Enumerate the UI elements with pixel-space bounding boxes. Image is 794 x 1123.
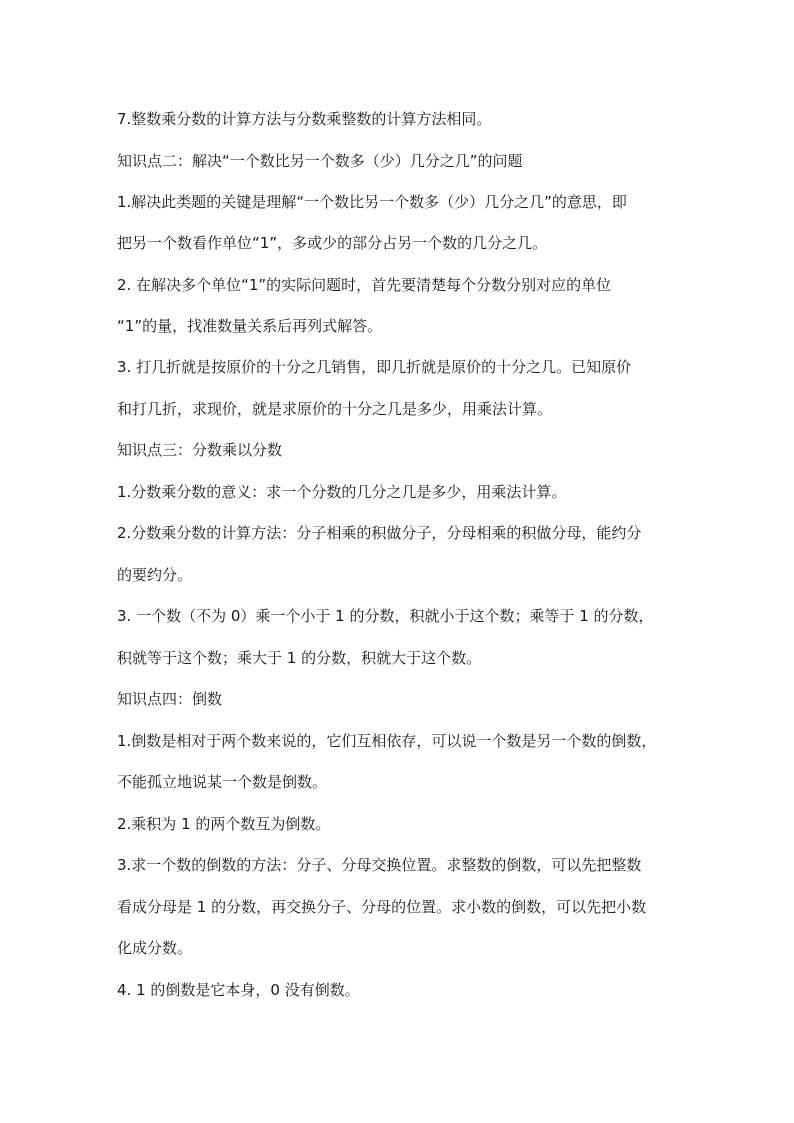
- text-line: 化成分数。: [117, 939, 193, 957]
- text-line: 看成分母是 1 的分数，再交换分子、分母的位置。求小数的倒数，可以先把小数: [117, 898, 647, 916]
- text-line: 的要约分。: [117, 566, 193, 584]
- text-line: 1.分数乘分数的意义：求一个分数的几分之几是多少，用乘法计算。: [117, 483, 567, 501]
- section-heading: 知识点四：倒数: [117, 690, 223, 708]
- text-line: 不能孤立地说某一个数是倒数。: [117, 773, 328, 791]
- text-line: 积就等于这个数；乘大于 1 的分数，积就大于这个数。: [117, 649, 482, 667]
- text-line: 把另一个数看作单位“1”，多或少的部分占另一个数的几分之几。: [117, 234, 548, 252]
- text-line: 7.整数乘分数的计算方法与分数乘整数的计算方法相同。: [117, 110, 492, 128]
- text-line: 1.倒数是相对于两个数来说的，它们互相依存，可以说一个数是另一个数的倒数，: [117, 732, 657, 750]
- text-line: 3.求一个数的倒数的方法：分子、分母交换位置。求整数的倒数，可以先把整数: [117, 856, 642, 874]
- text-line: “1”的量，找准数量关系后再列式解答。: [117, 317, 383, 335]
- text-line: 3. 打几折就是按原价的十分之几销售，即几折就是原价的十分之几。已知原价: [117, 358, 632, 376]
- text-line: 3. 一个数（不为 0）乘一个小于 1 的分数，积就小于这个数；乘等于 1 的分数，: [117, 607, 654, 625]
- text-line: 2.乘积为 1 的两个数互为倒数。: [117, 815, 331, 833]
- text-line: 1.解决此类题的关键是理解“一个数比另一个数多（少）几分之几”的意思，即: [117, 193, 627, 211]
- text-line: 2. 在解决多个单位“1”的实际问题时，首先要清楚每个分数分别对应的单位: [117, 276, 612, 294]
- text-line: 4. 1 的倒数是它本身，0 没有倒数。: [117, 981, 360, 999]
- text-line: 和打几折，求现价，就是求原价的十分之几是多少，用乘法计算。: [117, 400, 553, 418]
- text-line: 2.分数乘分数的计算方法：分子相乘的积做分子，分母相乘的积做分母，能约分: [117, 524, 642, 542]
- section-heading: 知识点二：解决“一个数比另一个数多（少）几分之几”的问题: [117, 152, 523, 170]
- section-heading: 知识点三：分数乘以分数: [117, 441, 283, 459]
